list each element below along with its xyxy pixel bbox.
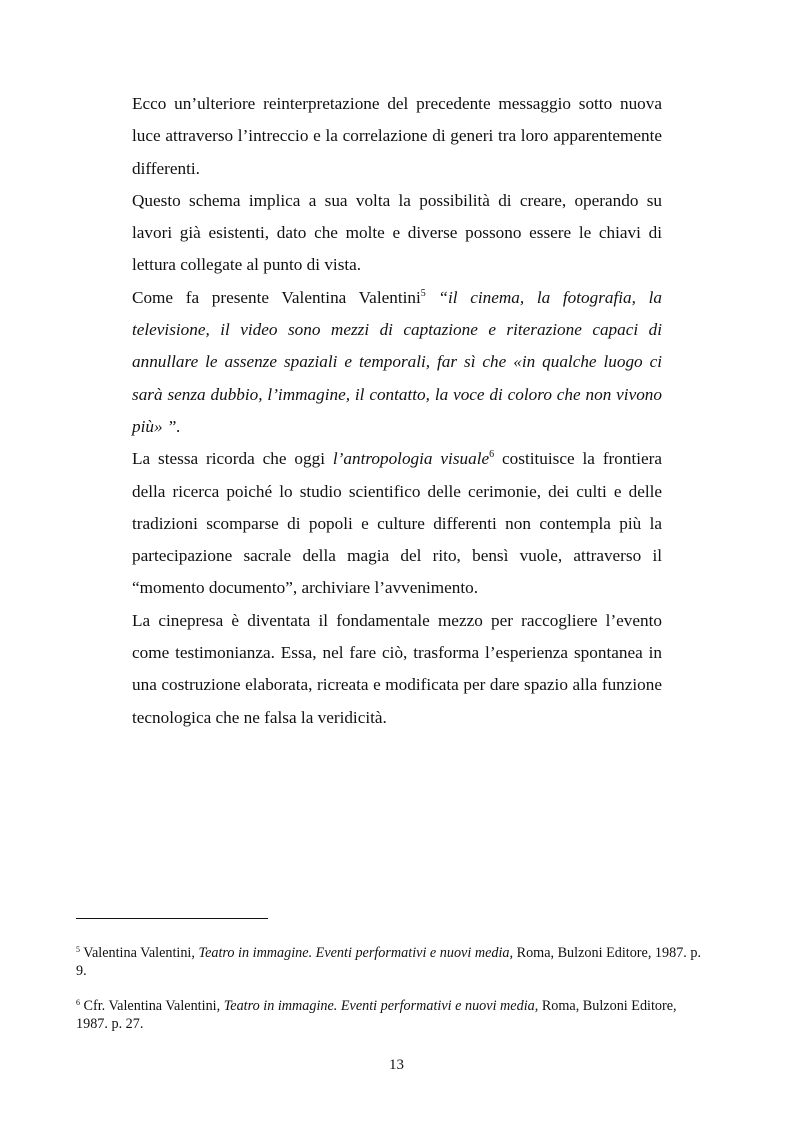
footnote-ref-5: 5 [420,287,426,299]
anthropology-lead: La stessa ricorda che oggi [132,449,333,469]
paragraph-anthropology [132,443,662,604]
footnote-marker: 5 [76,945,80,954]
paragraph-valentini-quote [132,282,662,443]
footnote-suffix: Roma, Bulzoni Editore, 1987. p. 27. [76,998,677,1032]
quote-lead: Come fa presente Valentina Valentini [132,287,421,307]
footnote-suffix: Roma, Bulzoni Editore, 1987. p. 9. [76,945,702,979]
page-number: 13 [389,1057,404,1073]
footnote-title: Teatro in immagine. Eventi performativi e nuovi media, [223,998,539,1014]
footnote-5 [76,944,706,980]
anthropology-term: l’antropologia visuale [332,449,490,469]
paragraph-reinterpretation: Ecco un’ulteriore reinterpretazione del precedente messaggio sotto nuova luce attraverso l’intreccio e la correlazione di generi tra loro apparentemente differenti. [132,94,662,178]
main-text [132,88,662,734]
quote-text: “il cinema, la fotografia, la televisione, il video sono mezzi di captazione e riterazione capaci di annullare le assenze spaziali e temporali, far sì che «in qualche luogo ci sarà senza dubbio, l’immagine, il contatto, la voce di coloro che non vivono più» ”. [132,287,662,436]
footnote-separator [76,918,268,919]
footnote-marker: 6 [76,998,80,1007]
paragraph-camera: La cinepresa è diventata il fondamentale mezzo per raccogliere l’evento come testimonianza. Essa, nel fare ciò, trasforma l’esperienza spontanea in una costruzione elaborata, ricreata e modificata per dare spazio alla funzione tecnologica che ne falsa la veridicità. [132,610,662,727]
footnote-prefix: Valentina Valentini, [80,945,199,961]
footnote-title: Teatro in immagine. Eventi performativi e nuovi media, [198,945,514,961]
footnote-prefix: Cfr. Valentina Valentini, [80,998,224,1014]
anthropology-rest: costituisce la frontiera della ricerca poiché lo studio scientifico delle cerimonie, dei culti e delle tradizioni scomparse di popoli e culture differenti non contempla più la partecipazione sacrale della magia del rito, bensì vuole, attraverso il “momento documento”, archiviare l’avvenimento. [132,449,662,598]
paragraph-schema: Questo schema implica a sua volta la possibilità di creare, operando su lavori già esistenti, dato che molte e diverse possono essere le chiavi di lettura collegate al punto di vista. [132,190,662,275]
footnote-ref-6: 6 [489,449,495,461]
footnote-6 [76,997,706,1033]
